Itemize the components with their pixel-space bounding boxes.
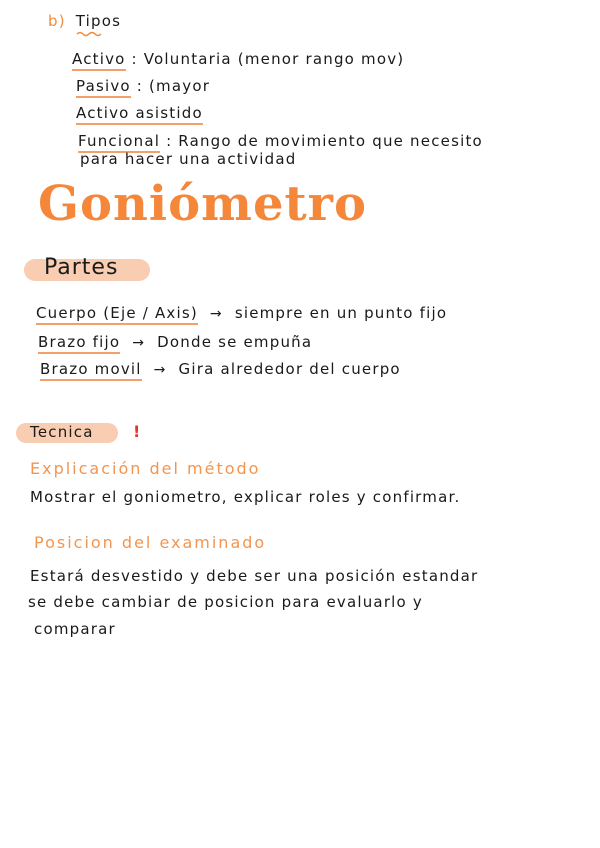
tipo-text: : Voluntaria (menor rango mov)	[131, 50, 405, 68]
exclamation-icon: !	[133, 422, 141, 441]
arrow-right-icon: →	[132, 335, 146, 351]
parte-text: Donde se empuña	[157, 333, 313, 351]
tecnica-heading: Tecnica	[30, 423, 94, 441]
arrow-right-icon: →	[209, 306, 223, 322]
tipo-label: Activo asistido	[76, 104, 203, 125]
tipo-pasivo	[76, 77, 210, 95]
tecnica-line: Mostrar el goniometro, explicar roles y confirmar.	[30, 488, 461, 506]
parte-text: Gira alrededor del cuerpo	[178, 360, 401, 378]
tipo-label: Pasivo	[76, 77, 131, 98]
continuation-text: para hacer una actividad	[80, 150, 297, 168]
tipo-activo	[72, 50, 404, 68]
partes-heading: Partes	[44, 255, 119, 280]
parte-item	[36, 304, 447, 322]
tipo-funcional	[78, 132, 483, 150]
tecnica-line: Estará desvestido y debe ser una posición estandar	[30, 567, 479, 585]
tecnica-subtitle: Posicion del examinado	[34, 533, 267, 552]
squiggle-underline-icon	[76, 31, 102, 37]
tipo-funcional-continuation	[80, 150, 297, 168]
parte-item	[40, 360, 401, 378]
tipos-heading: Tipos	[75, 12, 122, 30]
tipos-marker: b)	[48, 12, 66, 30]
tipo-text: : Rango de movimiento que necesito	[166, 132, 483, 150]
parte-text: siempre en un punto fijo	[234, 304, 448, 322]
tecnica-line: se debe cambiar de posicion para evaluarlo y	[28, 593, 423, 611]
tipo-label: Funcional	[78, 132, 160, 153]
parte-label: Cuerpo (Eje / Axis)	[36, 304, 198, 325]
tipos-heading-wrap	[76, 12, 121, 37]
tipo-activo-asistido	[76, 104, 203, 122]
arrow-right-icon: →	[153, 362, 167, 378]
parte-label: Brazo fijo	[38, 333, 120, 354]
parte-label: Brazo movil	[40, 360, 142, 381]
tipo-text: : (mayor	[136, 77, 211, 95]
parte-item	[38, 333, 312, 351]
tecnica-line: comparar	[34, 620, 116, 638]
tipo-label: Activo	[72, 50, 126, 71]
tecnica-subtitle: Explicación del método	[30, 459, 261, 478]
page-title: Goniómetro	[38, 176, 367, 232]
tipos-heading-row	[48, 12, 121, 37]
